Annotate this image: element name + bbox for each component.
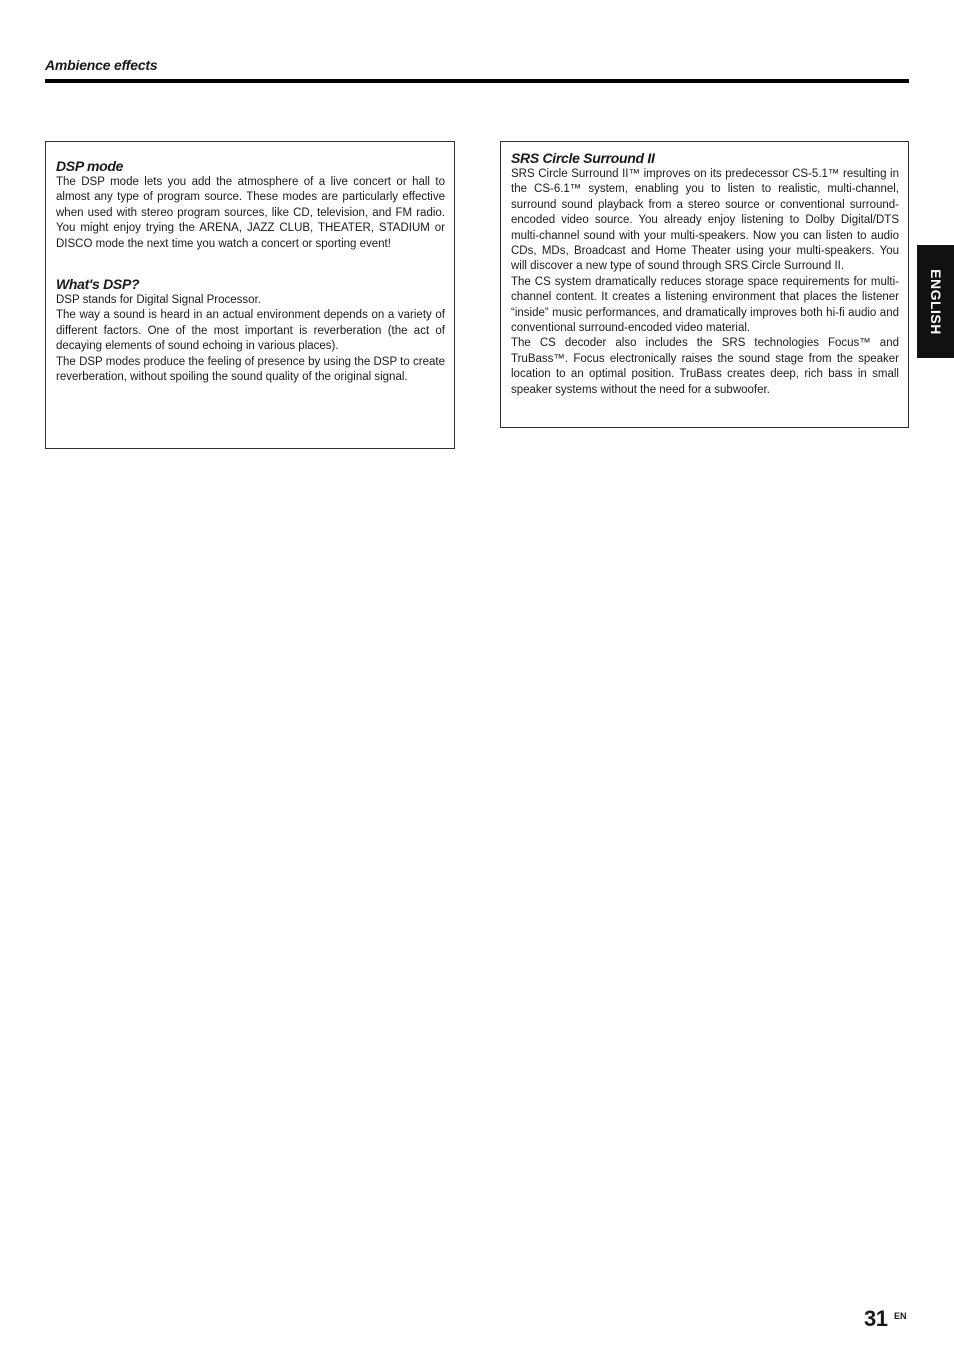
srs-para-2: The CS system dramatically reduces storage space requirements for multi-channel content. It creates a listening environment that places the listener “inside” music performances, and dramatically improves both hi-fi audio and conventional surround-encoded video material. bbox=[511, 275, 899, 335]
whats-dsp-para-3: The DSP modes produce the feeling of presence by using the DSP to create reverberation, without spoiling the sound quality of the original signal. bbox=[56, 355, 445, 384]
srs-para-1: SRS Circle Surround II™ improves on its predecessor CS-5.1™ resulting in the CS-6.1™ system, enabling you to listen to realistic, multi-channel, surround sound playback from a stereo source or conventional surround-encoded video source. You already enjoy listening to Dolby Digital/DTS multi-channel sound with your multi-speakers. Now you can listen to audio CDs, MDs, Broadcast and Home Theater using your multi-speakers. You will discover a new type of sound through SRS Circle Surround II. bbox=[511, 168, 899, 273]
whats-dsp-heading: What's DSP? bbox=[56, 276, 140, 293]
srs-info-box bbox=[500, 141, 909, 428]
whats-dsp-para-2: The way a sound is heard in an actual environment depends on a variety of different factors. One of the most important is reverberation (the act of decaying elements of sound echoing in various places). bbox=[56, 309, 445, 353]
srs-heading: SRS Circle Surround II bbox=[511, 150, 655, 166]
page-number: 31 bbox=[864, 1306, 888, 1331]
dsp-mode-body: The DSP mode lets you add the atmosphere of a live concert or hall to almost any type of program source. These modes are particularly effective when used with stereo program sources, like CD, television, and FM radio. You might enjoy trying the ARENA, JAZZ CLUB, THEATER, STADIUM or DISCO mode the next time you watch a concert or sporting event! bbox=[56, 176, 445, 250]
language-tab-label: ENGLISH bbox=[927, 268, 944, 335]
page-number-suffix: EN bbox=[894, 1311, 907, 1321]
whats-dsp-para-1: DSP stands for Digital Signal Processor. bbox=[56, 294, 261, 307]
srs-para-3: The CS decoder also includes the SRS technologies Focus™ and TruBass™. Focus electronically raises the sound stage from the speaker location to an optimal position. TruBass creates deep, rich bass in small speaker systems without the need for a subwoofer. bbox=[511, 337, 899, 396]
language-tab bbox=[917, 245, 954, 358]
header-rule bbox=[45, 79, 909, 83]
dsp-info-box bbox=[45, 141, 455, 449]
dsp-mode-heading: DSP mode bbox=[56, 158, 124, 174]
section-title: Ambience effects bbox=[45, 57, 158, 73]
